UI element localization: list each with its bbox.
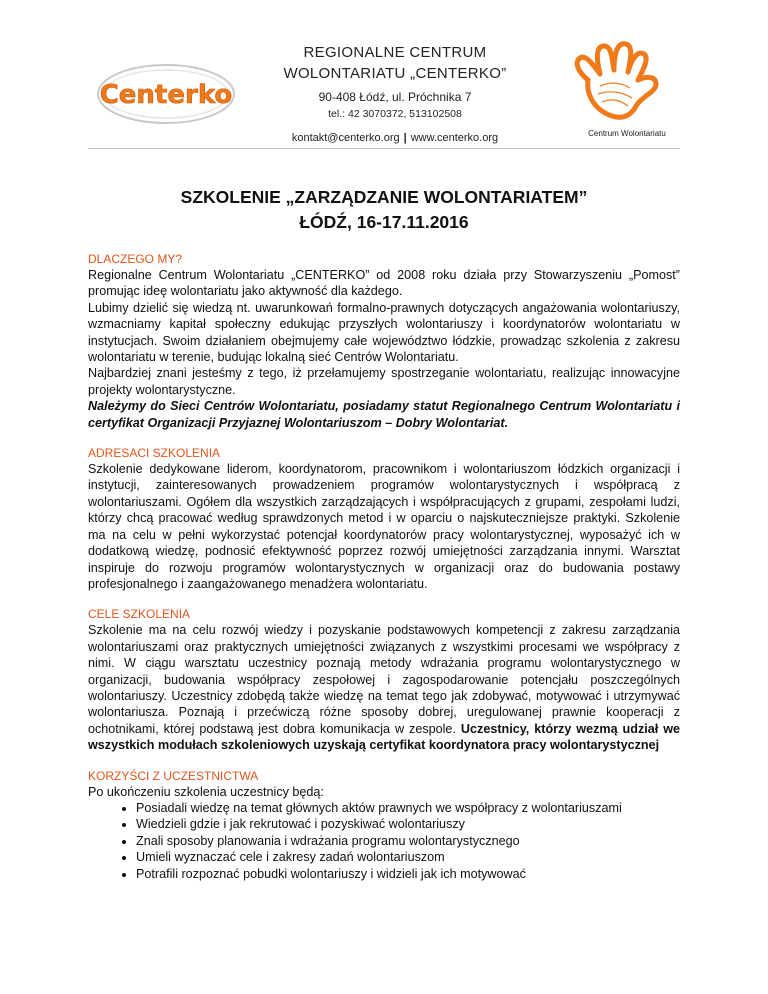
address: 90-408 Łódź, ul. Próchnika 7 bbox=[318, 90, 472, 104]
goals-paragraph bbox=[88, 622, 680, 753]
org-name-line2: WOLONTARIATU „CENTERKO” bbox=[283, 65, 507, 82]
header-info bbox=[260, 42, 530, 144]
title-line1: SZKOLENIE „ZARZĄDZANIE WOLONTARIATEM” bbox=[180, 187, 588, 207]
why-paragraph-4: Należymy do Sieci Centrów Wolontariatu, posiadamy statut Regionalnego Centrum Wolontariatu i certyfikat Organizacji Przyjaznej Wolontariuszom – Dobry Wolontariat. bbox=[88, 399, 680, 430]
list-item: • Znali sposoby planowania i wdrażania programu wolontarystycznego bbox=[136, 833, 680, 849]
why-paragraph-3: Najbardziej znani jesteśmy z tego, iż przełamujemy spostrzeganie wolontariatu, realizując innowacyjne projekty wolontarystyczne. bbox=[88, 366, 680, 397]
list-item: • Wiedzieli gdzie i jak rekrutować i pozyskiwać wolontariuszy bbox=[136, 816, 680, 832]
benefits-intro: Po ukończeniu szkolenia uczestnicy będą: bbox=[88, 784, 324, 799]
section-audience bbox=[88, 445, 680, 592]
email-link[interactable]: kontakt@centerko.org bbox=[291, 132, 400, 144]
list-item: • Posiadali wiedzę na temat głównych aktów prawnych we współpracy z wolontariuszami bbox=[136, 800, 680, 816]
section-heading-goals: CELE SZKOLENIA bbox=[88, 607, 191, 622]
hand-logo-caption: Centrum Wolontariatu bbox=[588, 129, 666, 138]
list-item: • Potrafili rozpoznać pobudki wolontariuszy i widzieli jak ich motywować bbox=[136, 866, 680, 882]
audience-paragraph: Szkolenie dedykowane liderom, koordynatorom, pracownikom i wolontariuszom łódzkich organizacji i instytucji, zainteresowanych prowadzeniem programów wolontarystycznych i współpracą z wolontariuszami. Ogółem dla wszystkich zarządzających i współpracujących z grupami, zespołami ludzi, którzy chcą pracować według sprawdzonych metod i w oparciu o najskuteczniejsze praktyki. Szkolenie ma na celu w pełni wykorzystać potencjał koordynatorów pracy wolontarystycznej, wyposażyć ich w dodatkową wiedzę, podnosić efektywność poprzez rozwój umiejętności zarządzania innymi. Warsztat inspiruje do rozwoju programów wolontarystycznych w organizacji oraz do budowania postawy profesjonalnego i zaangażowanego menadżera wolontariatu. bbox=[88, 462, 680, 591]
website-link[interactable]: www.centerko.org bbox=[410, 132, 499, 144]
telephone: tel.: 42 3070372, 513102508 bbox=[328, 108, 462, 120]
list-item: • Umieli wyznaczać cele i zakresy zadań wolontariuszom bbox=[136, 849, 680, 865]
section-why bbox=[88, 251, 680, 431]
why-paragraph-2: Lubimy dzielić się wiedzą nt. uwarunkowań formalno-prawnych dotyczących angażowania wolontariuszy, wzmacniamy kapitał społeczny edukując przyszłych wolontariuszy i koordynatorów wolontariatu w instytucjach. Swoim działaniem obejmujemy całe województwo łódzkie, prowadząc szkolenia z zakresu wolontariatu w terenie, budując lokalną sieć Centrów Wolontariatu. bbox=[88, 300, 680, 365]
title-line2: ŁÓDŹ, 16-17.11.2016 bbox=[299, 212, 469, 232]
why-paragraph-1: Regionalne Centrum Wolontariatu „CENTERKO” od 2008 roku działa przy Stowarzyszeniu „Pomost” promując ideę wolontariatu jako aktywność dla każdego. bbox=[88, 268, 680, 299]
goals-certificate-text: Uczestnicy, którzy wezmą udział we wszystkich modułach szkoleniowych uzyskają certyfikat koordynatora pracy wolontarystycznej bbox=[88, 721, 681, 753]
section-benefits bbox=[88, 768, 680, 882]
section-heading-why: DLACZEGO MY? bbox=[88, 252, 183, 266]
centerko-logo bbox=[95, 62, 237, 126]
contact-separator: | bbox=[403, 132, 407, 144]
benefits-list bbox=[88, 800, 680, 882]
document-body bbox=[88, 251, 680, 896]
document-title bbox=[88, 185, 680, 235]
hand-logo-icon bbox=[560, 36, 680, 144]
goals-text: Szkolenie ma na celu rozwój wiedzy i pozyskanie podstawowych kompetencji z zakresu zarządzania wolontariuszami oraz praktycznych umiejętności związanych z wszystkimi procesami we współpracy z nimi. W ciągu warsztatu uczestnicy poznają metody wdrażania programu wolontarystycznego w organizacji, budowania współpracy zespołowej i zagospodarowanie potencjału poszczególnych wolontariuszy. Uczestnicy zdobędą także wiedzę na temat tego jak zdobywać, motywować i utrzymywać wolontariusza. Poznają i przećwiczą różne sposoby dobrej, uregulowanej prawnie kooperacji z ochotnikami, której podstawą jest dobra komunikacja w zespole. bbox=[88, 623, 680, 736]
section-goals bbox=[88, 606, 680, 753]
contact-line bbox=[260, 132, 530, 144]
header-divider bbox=[88, 148, 680, 149]
org-name-line1: REGIONALNE CENTRUM bbox=[303, 44, 487, 61]
section-heading-audience: ADRESACI SZKOLENIA bbox=[88, 446, 221, 461]
logo-text: Centerko bbox=[99, 80, 233, 110]
section-heading-benefits: KORZYŚCI Z UCZESTNICTWA bbox=[88, 768, 259, 783]
